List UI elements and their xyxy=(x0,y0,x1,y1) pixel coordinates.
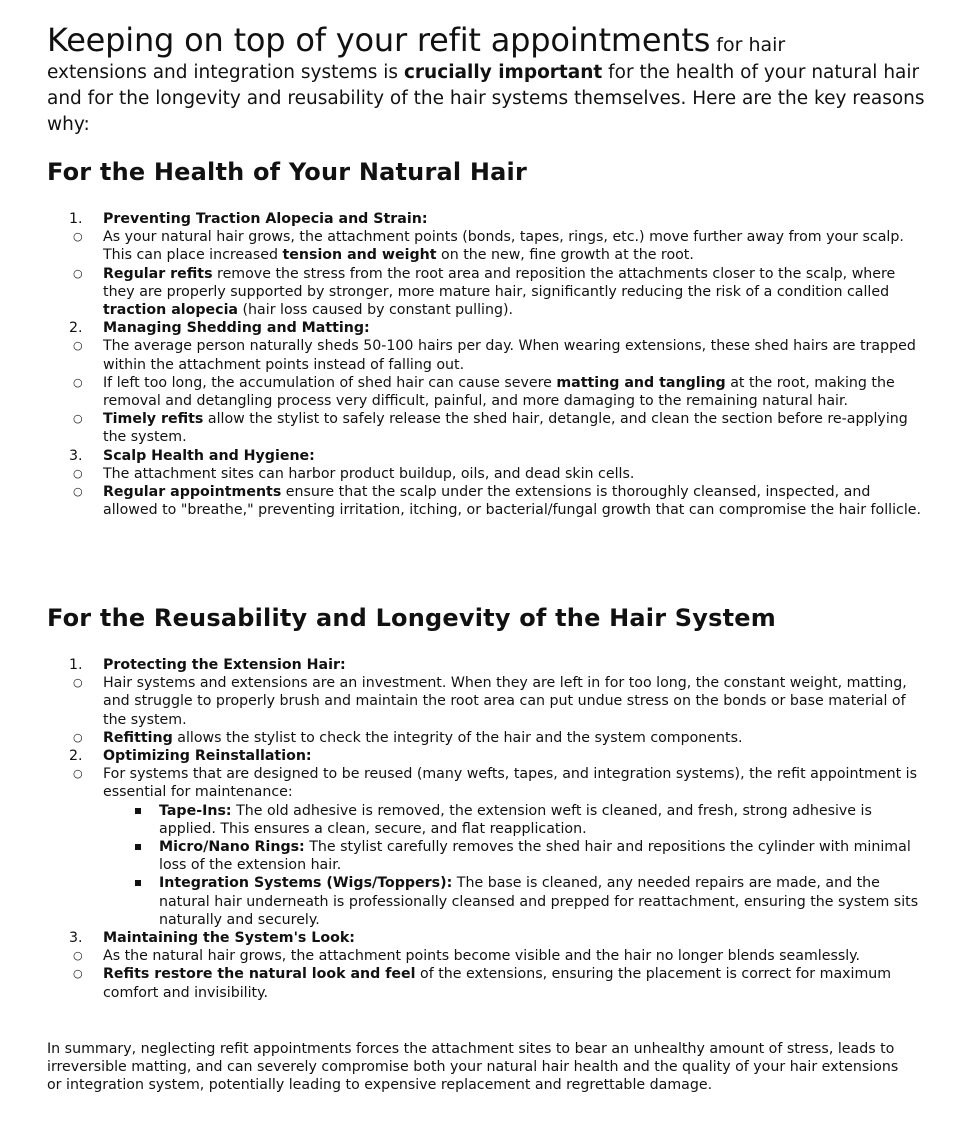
circle-bullet-icon: ○ xyxy=(73,230,83,244)
sub-item xyxy=(47,265,927,320)
list-number: 1. xyxy=(69,211,83,227)
list-number: 2. xyxy=(69,320,83,337)
sub-item xyxy=(47,674,927,729)
sub-text: allow the stylist to safely release the shed hair, detangle, and clean the section before re-applying the system. xyxy=(103,411,908,446)
list-item xyxy=(47,747,927,765)
sub-text: Hair systems and extensions are an investment. When they are left in for too long, the constant weight, matting, and struggle to properly brush and maintain the root area can put undue stress on the bonds or base material of the system. xyxy=(103,675,907,728)
circle-bullet-icon: ○ xyxy=(73,339,83,353)
item-title: Maintaining the System's Look: xyxy=(103,930,355,947)
sub-text: If left too long, the accumulation of shed hair can cause severe xyxy=(103,374,557,391)
sub-text: of the extensions, ensuring the placement is correct for maximum comfort and invisibility. xyxy=(103,966,892,1001)
sub-text: on the new, fine growth at the root. xyxy=(436,247,694,264)
item-title: Optimizing Reinstallation: xyxy=(103,748,312,765)
list-item xyxy=(47,929,927,947)
sub-text: The attachment sites can harbor product buildup, oils, and dead skin cells. xyxy=(103,465,635,482)
list-number: 3. xyxy=(69,930,83,947)
sub-item xyxy=(47,765,927,801)
sub-text: remove the stress from the root area and reposition the attachments closer to the scalp, where they are properly supported by stronger, more mature hair, significantly reducing the risk of a condition called xyxy=(103,265,896,300)
sub-item xyxy=(47,729,927,747)
circle-bullet-icon: ○ xyxy=(73,466,83,480)
nested-bold: Micro/Nano Rings: xyxy=(159,839,305,856)
list-item xyxy=(47,656,927,674)
sub-item xyxy=(47,228,927,264)
sub-bold: Regular refits xyxy=(103,265,213,282)
list-number: 1. xyxy=(69,657,83,673)
item-title: Preventing Traction Alopecia and Strain: xyxy=(103,211,428,227)
intro-bold: crucially important xyxy=(403,62,603,83)
health-list xyxy=(47,210,927,519)
item-title: Scalp Health and Hygiene: xyxy=(103,447,315,464)
sub-bold: Refits restore the natural look and feel xyxy=(103,966,416,983)
sub-text: As the natural hair grows, the attachment points become visible and the hair no longer blends seamlessly. xyxy=(103,948,861,965)
sub-text: ensure that the scalp under the extensions is thoroughly cleansed, inspected, and allowed to "breathe," preventing irritation, itching, or bacterial/fungal growth that can compromise the hair follicle. xyxy=(103,484,922,519)
sub-text: at the root, making the removal and detangling process very difficult, painful, and more damaging to the remaining natural hair. xyxy=(103,374,895,410)
sub-item xyxy=(47,483,927,519)
sub-bold: Refitting xyxy=(103,729,173,746)
intro-title: Keeping on top of your refit appointments xyxy=(47,21,711,59)
list-item xyxy=(47,447,927,465)
sub-text: allows the stylist to check the integrity of the hair and the system components. xyxy=(172,729,743,746)
circle-bullet-icon: ○ xyxy=(73,767,83,781)
intro-line-end: for the health of your natural hair and for the longevity and reusability of the hair systems themselves. Here are the key reasons why: xyxy=(47,62,925,135)
circle-bullet-icon: ○ xyxy=(73,949,83,963)
square-bullet-icon xyxy=(135,808,141,814)
square-bullet-icon xyxy=(135,880,141,886)
intro-paragraph xyxy=(47,20,927,138)
health-heading: For the Health of Your Natural Hair xyxy=(47,158,528,186)
circle-bullet-icon: ○ xyxy=(73,730,83,744)
list-number: 2. xyxy=(69,748,83,765)
sub-bold: Timely refits xyxy=(103,411,204,428)
item-title: Protecting the Extension Hair: xyxy=(103,657,346,673)
circle-bullet-icon: ○ xyxy=(73,266,83,280)
sub-text: (hair loss caused by constant pulling). xyxy=(238,302,514,319)
list-item xyxy=(47,210,927,228)
circle-bullet-icon: ○ xyxy=(73,676,83,690)
sub-bold: tension and weight xyxy=(282,247,437,264)
nested-item xyxy=(47,874,927,929)
intro-lead: for hair xyxy=(710,34,786,56)
reuse-list xyxy=(47,656,927,1002)
sub-bold: Regular appointments xyxy=(103,484,282,501)
sub-item xyxy=(47,465,927,483)
sub-bold: traction alopecia xyxy=(103,302,239,319)
sub-text: The average person naturally sheds 50-100 hairs per day. When wearing extensions, these shed hairs are trapped within the attachment points instead of falling out. xyxy=(103,338,916,373)
list-number: 3. xyxy=(69,447,83,464)
intro-line-start: extensions and integration systems is xyxy=(47,62,404,83)
reuse-heading: For the Reusability and Longevity of the Hair System xyxy=(47,604,776,632)
nested-item xyxy=(47,802,927,838)
sub-bold: matting and tangling xyxy=(556,374,726,391)
circle-bullet-icon: ○ xyxy=(73,375,83,389)
summary-paragraph: In summary, neglecting refit appointments forces the attachment sites to bear an unhealthy amount of stress, leads to irreversible matting, and can severely compromise both your natural hair health and the quality of your hair extensions or integration system, potentially leading to expensive replacement and regrettable damage. xyxy=(47,1041,899,1094)
circle-bullet-icon: ○ xyxy=(73,412,83,426)
nested-text: The old adhesive is removed, the extension weft is cleaned, and fresh, strong adhesive is applied. This ensures a clean, secure, and flat reapplication. xyxy=(159,802,872,837)
sub-item xyxy=(47,947,927,965)
circle-bullet-icon: ○ xyxy=(73,967,83,981)
nested-bold: Tape-Ins: xyxy=(159,802,232,819)
nested-text: The stylist carefully removes the shed hair and repositions the cylinder with minimal loss of the extension hair. xyxy=(159,839,911,874)
sub-text: As your natural hair grows, the attachment points (bonds, tapes, rings, etc.) move further away from your scalp. This can place increased xyxy=(103,229,904,264)
list-item xyxy=(47,319,927,337)
square-bullet-icon xyxy=(135,844,141,850)
circle-bullet-icon: ○ xyxy=(73,485,83,499)
item-title: Managing Shedding and Matting: xyxy=(103,320,370,337)
sub-item xyxy=(47,374,927,410)
sub-text: For systems that are designed to be reused (many wefts, tapes, and integration systems), the refit appointment is essential for maintenance: xyxy=(103,766,917,801)
intro-text xyxy=(47,60,927,138)
sub-item xyxy=(47,410,927,446)
nested-bold: Integration Systems (Wigs/Toppers): xyxy=(159,875,453,892)
nested-item xyxy=(47,838,927,874)
sub-item xyxy=(47,337,927,373)
nested-text: The base is cleaned, any needed repairs are made, and the natural hair underneath is professionally cleansed and prepped for reattachment, ensuring the system sits naturally and securely. xyxy=(159,875,919,928)
sub-item xyxy=(47,965,927,1001)
